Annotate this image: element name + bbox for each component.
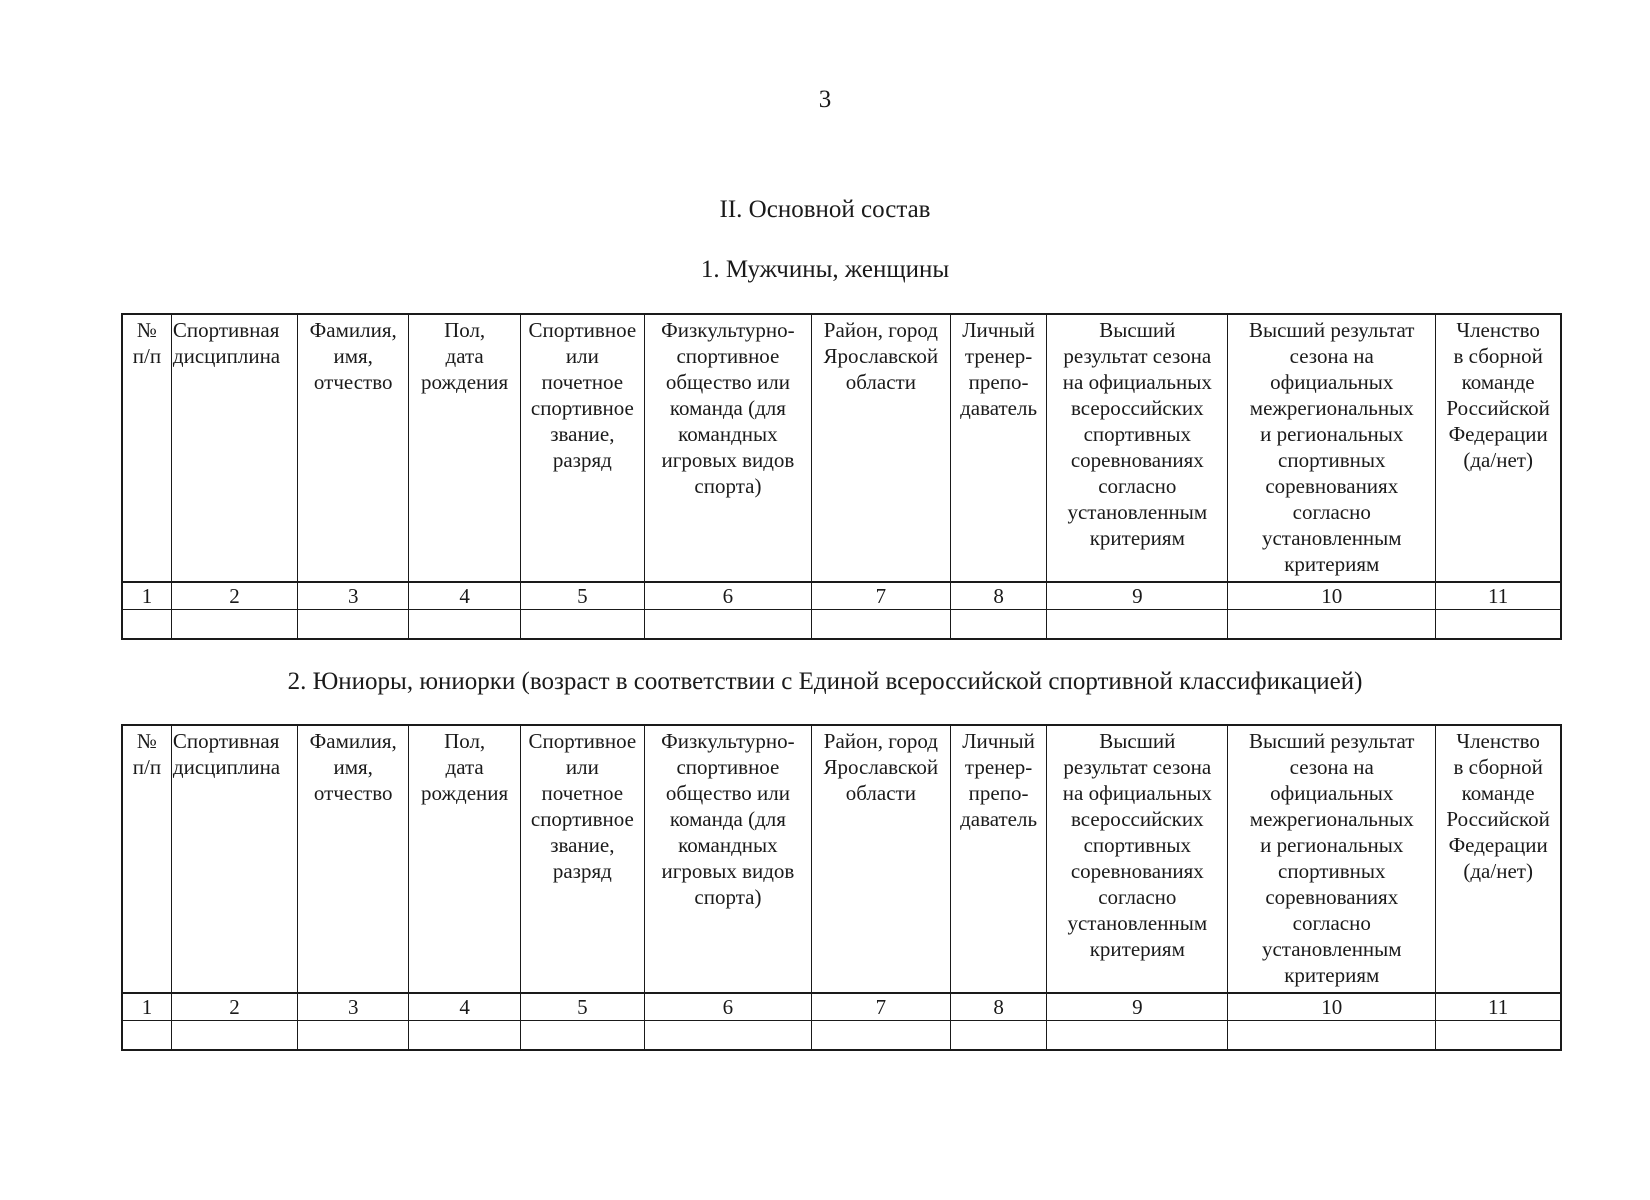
column-number: 1 (122, 993, 171, 1021)
column-number: 3 (298, 582, 409, 610)
header-cell-sport-society: Физкультурно- спортивное общество или команда (для командных игровых видов спорта) (644, 314, 811, 582)
empty-cell (122, 1021, 171, 1051)
empty-cell (520, 1021, 644, 1051)
empty-cell (122, 610, 171, 640)
column-number: 4 (409, 993, 520, 1021)
header-cell-sport-title: Спортивное или почетное спортивное звание, разряд (520, 314, 644, 582)
header-cell-district: Район, город Ярославской области (811, 725, 950, 993)
empty-cell (644, 1021, 811, 1051)
column-number: 5 (520, 993, 644, 1021)
column-number: 10 (1228, 582, 1436, 610)
table-row (122, 610, 1561, 640)
header-cell-number: № п/п (122, 314, 171, 582)
empty-cell (1047, 1021, 1228, 1051)
header-cell-regional-result: Высший результат сезона на официальных межрегиональных и региональных спортивных соревнованиях согласно установленным критериям (1228, 725, 1436, 993)
header-cell-sex-birthdate: Пол, дата рождения (409, 725, 520, 993)
table-header-row (122, 314, 1561, 582)
column-number: 9 (1047, 993, 1228, 1021)
empty-cell (171, 1021, 297, 1051)
column-number: 8 (950, 993, 1047, 1021)
header-cell-full-name: Фамилия, имя, отчество (298, 725, 409, 993)
empty-cell (409, 1021, 520, 1051)
header-cell-sport-title: Спортивное или почетное спортивное звание, разряд (520, 725, 644, 993)
empty-cell (950, 1021, 1047, 1051)
header-cell-national-result: Высший результат сезона на официальных всероссийских спортивных соревнованиях согласно установленным критериям (1047, 725, 1228, 993)
empty-cell (1436, 610, 1561, 640)
empty-cell (811, 610, 950, 640)
column-number: 4 (409, 582, 520, 610)
column-number: 1 (122, 582, 171, 610)
header-cell-regional-result: Высший результат сезона на официальных межрегиональных и региональных спортивных соревнованиях согласно установленным критериям (1228, 314, 1436, 582)
section-title: II. Основной состав (719, 196, 931, 223)
table-header-row (122, 725, 1561, 993)
table-row (122, 1021, 1561, 1051)
column-number: 11 (1436, 993, 1561, 1021)
column-number: 9 (1047, 582, 1228, 610)
header-cell-national-team: Членство в сборной команде Российской Федерации (да/нет) (1436, 314, 1561, 582)
column-number: 8 (950, 582, 1047, 610)
column-number: 11 (1436, 582, 1561, 610)
header-cell-district: Район, город Ярославской области (811, 314, 950, 582)
empty-cell (1047, 610, 1228, 640)
column-number-row (122, 582, 1561, 610)
empty-cell (520, 610, 644, 640)
empty-cell (950, 610, 1047, 640)
column-number: 6 (644, 582, 811, 610)
column-number-row (122, 993, 1561, 1021)
empty-cell (298, 610, 409, 640)
header-cell-full-name: Фамилия, имя, отчество (298, 314, 409, 582)
column-number: 7 (811, 993, 950, 1021)
column-number: 6 (644, 993, 811, 1021)
empty-cell (644, 610, 811, 640)
roster-table-juniors (121, 724, 1562, 1051)
column-number: 10 (1228, 993, 1436, 1021)
roster-table-men-women (121, 313, 1562, 640)
empty-cell (171, 610, 297, 640)
header-cell-discipline: Спортивная дисциплина (171, 314, 297, 582)
empty-cell (409, 610, 520, 640)
header-cell-sport-society: Физкультурно- спортивное общество или команда (для командных игровых видов спорта) (644, 725, 811, 993)
column-number: 2 (171, 993, 297, 1021)
empty-cell (1228, 1021, 1436, 1051)
header-cell-number: № п/п (122, 725, 171, 993)
column-number: 3 (298, 993, 409, 1021)
empty-cell (1228, 610, 1436, 640)
header-cell-coach: Личный тренер- препо- даватель (950, 314, 1047, 582)
empty-cell (811, 1021, 950, 1051)
header-cell-coach: Личный тренер- препо- даватель (950, 725, 1047, 993)
subsection-title-men-women: 1. Мужчины, женщины (700, 256, 950, 283)
header-cell-discipline: Спортивная дисциплина (171, 725, 297, 993)
header-cell-national-result: Высший результат сезона на официальных всероссийских спортивных соревнованиях согласно установленным критериям (1047, 314, 1228, 582)
header-cell-sex-birthdate: Пол, дата рождения (409, 314, 520, 582)
header-cell-national-team: Членство в сборной команде Российской Федерации (да/нет) (1436, 725, 1561, 993)
subsection-title-juniors: 2. Юниоры, юниорки (возраст в соответствии с Единой всероссийской спортивной классификацией) (287, 668, 1363, 695)
column-number: 7 (811, 582, 950, 610)
empty-cell (1436, 1021, 1561, 1051)
column-number: 5 (520, 582, 644, 610)
column-number: 2 (171, 582, 297, 610)
page-number: 3 (818, 86, 832, 113)
empty-cell (298, 1021, 409, 1051)
